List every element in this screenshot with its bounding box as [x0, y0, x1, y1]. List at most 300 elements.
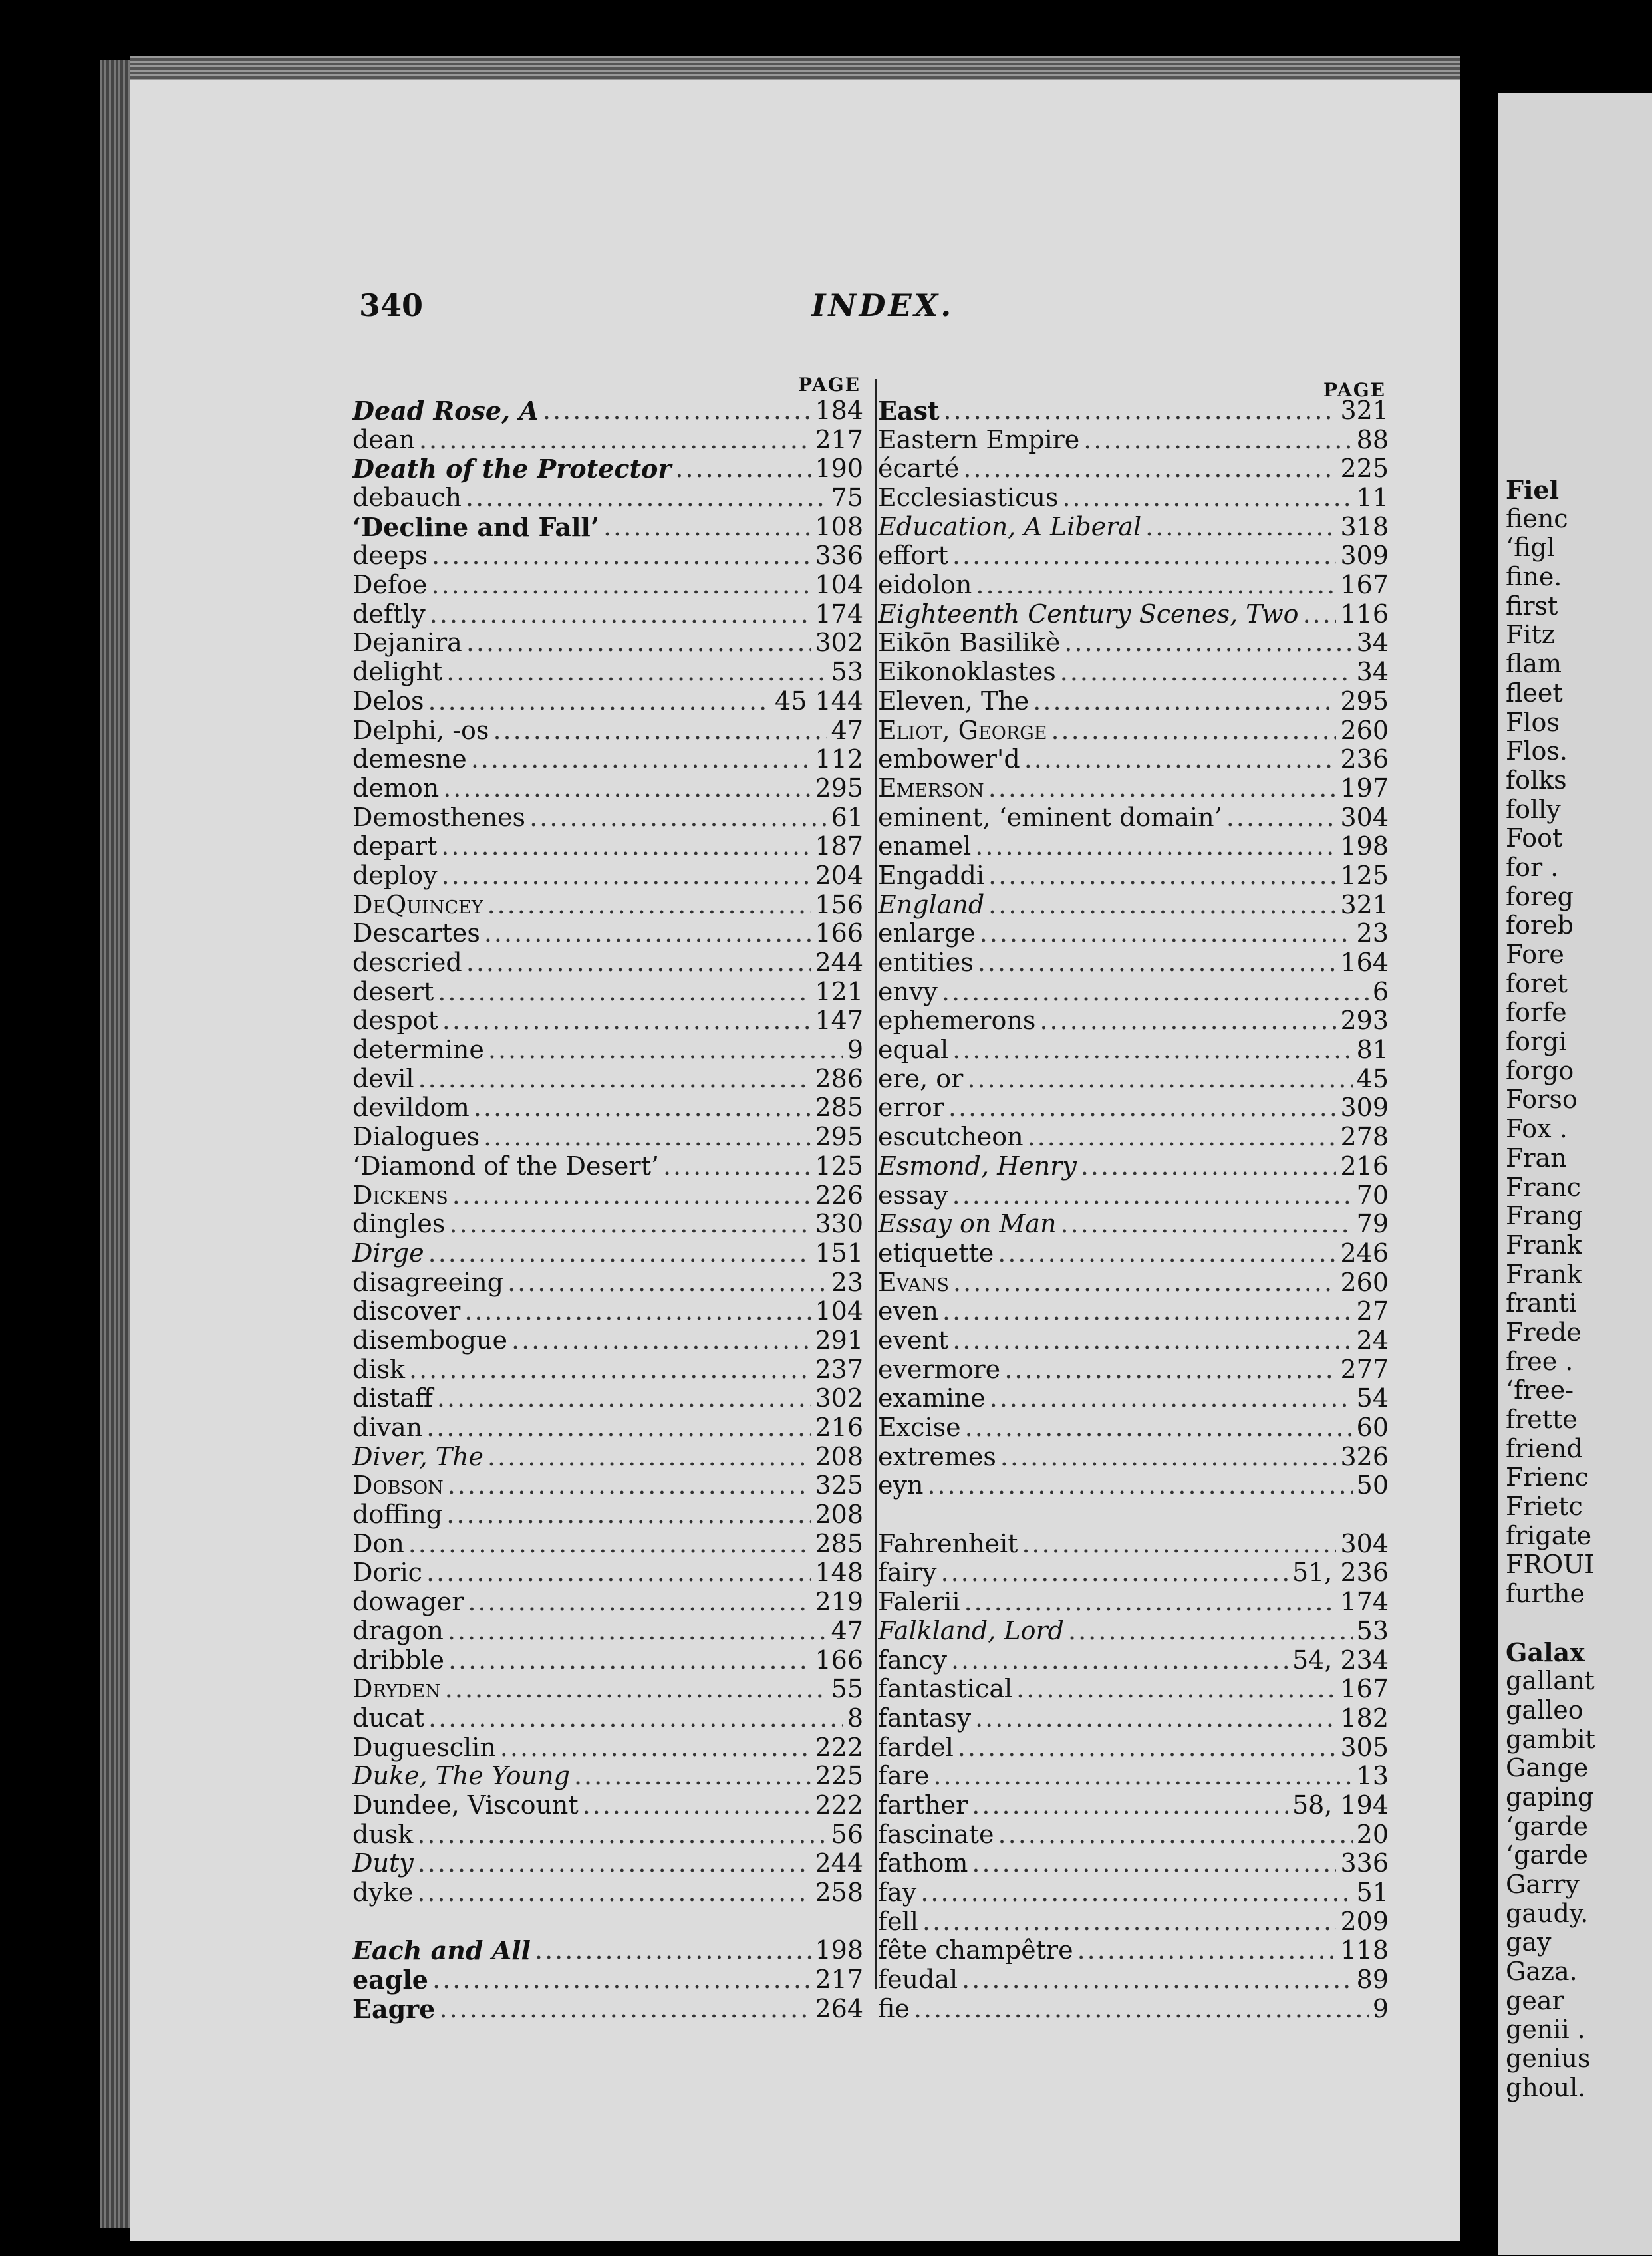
index-entry [878, 1849, 1389, 1878]
facing-page-word: Franc [1506, 1172, 1581, 1202]
index-entry [878, 513, 1389, 542]
dot-leader [428, 1704, 843, 1733]
dot-leader [1060, 1210, 1352, 1239]
index-entry [878, 1646, 1389, 1675]
index-term: Delos [352, 686, 424, 716]
index-entry [352, 629, 863, 658]
index-page-ref: 217 [815, 1965, 863, 1995]
index-page-ref: 222 [815, 1791, 863, 1820]
dot-leader [1000, 1443, 1337, 1472]
index-page-ref: 304 [1340, 803, 1389, 832]
index-entry [878, 658, 1389, 687]
index-term: East [878, 396, 940, 426]
dot-leader [951, 1646, 1288, 1675]
page-title: INDEX. [811, 287, 954, 323]
index-page-ref: 166 [815, 1645, 863, 1675]
index-page-ref: 9 [1372, 1994, 1389, 2023]
index-page-ref: 47 [831, 1616, 863, 1645]
index-entry [352, 687, 863, 716]
index-page-ref: 47 [831, 716, 863, 745]
dot-leader [449, 1210, 811, 1239]
index-entry [878, 541, 1389, 571]
index-term: Defoe [352, 571, 428, 600]
index-entry [352, 745, 863, 774]
index-entry [352, 1355, 863, 1385]
index-page-ref: 167 [1340, 1675, 1389, 1704]
index-term: écarté [878, 454, 960, 484]
index-term: England [878, 890, 985, 919]
index-entry [878, 426, 1389, 455]
facing-page-word: frette [1506, 1405, 1578, 1434]
index-page-ref: 51 [1356, 1878, 1389, 1907]
index-term: dusk [352, 1820, 414, 1849]
index-entry [878, 1181, 1389, 1210]
dot-leader [927, 1471, 1352, 1500]
facing-page-word: genii . [1506, 2015, 1585, 2044]
facing-page-word: Fran [1506, 1143, 1567, 1173]
index-entry [352, 1471, 863, 1500]
dot-leader [583, 1791, 811, 1820]
dot-leader [426, 1413, 811, 1443]
dot-leader [442, 1006, 811, 1036]
index-entry [352, 1326, 863, 1355]
facing-page-word: forgo [1506, 1056, 1574, 1085]
index-page-ref: 293 [1340, 1006, 1389, 1036]
dot-leader [952, 1326, 1352, 1355]
dot-leader [1064, 629, 1352, 658]
index-term: ‘Diamond of the Desert’ [352, 1151, 659, 1181]
dot-leader [958, 1733, 1337, 1762]
index-entry [878, 1297, 1389, 1326]
index-entry [878, 1995, 1389, 2024]
index-entry [878, 1675, 1389, 1704]
index-entry [352, 1936, 863, 1965]
dot-leader [920, 1878, 1352, 1907]
index-entry [878, 1326, 1389, 1355]
index-page-ref: 27 [1356, 1297, 1389, 1326]
index-page-ref: 45 [1356, 1064, 1389, 1093]
facing-page-word: for . [1506, 852, 1559, 882]
index-page-ref: 50 [1356, 1471, 1389, 1500]
index-term: Falerii [878, 1588, 960, 1617]
dot-leader [483, 1123, 811, 1152]
facing-page-word: ‘garde [1506, 1811, 1589, 1841]
dot-leader [948, 1094, 1337, 1123]
index-term: enamel [878, 832, 972, 861]
dot-leader [574, 1762, 811, 1791]
dot-leader [603, 513, 811, 542]
dot-leader [408, 1530, 811, 1559]
dot-leader [448, 1617, 827, 1646]
index-page-ref: 208 [815, 1442, 863, 1471]
index-term: farther [878, 1791, 968, 1820]
index-term: Descartes [352, 919, 480, 948]
index-term: disembogue [352, 1326, 507, 1355]
index-page-ref: 54 [1356, 1384, 1389, 1413]
index-term: Dejanira [352, 629, 462, 658]
index-term: Doric [352, 1558, 422, 1588]
facing-page-word: fleet [1506, 678, 1563, 708]
index-term: fête champêtre [878, 1936, 1073, 1965]
index-entry [352, 1210, 863, 1239]
facing-page-word: Flos [1506, 707, 1560, 737]
index-term: demesne [352, 745, 467, 774]
index-page-ref: 147 [815, 1006, 863, 1036]
index-page-ref: 45 144 [775, 686, 863, 716]
index-page-ref: 34 [1356, 658, 1389, 687]
index-term: Death of the Protector [352, 454, 672, 484]
index-term: Falkland, Lord [878, 1616, 1064, 1645]
index-page-ref: 55 [831, 1675, 863, 1704]
index-page-ref: 60 [1356, 1413, 1389, 1443]
index-term: Essay on Man [878, 1210, 1057, 1239]
dot-leader [1068, 1617, 1353, 1646]
index-term: Eighteenth Century Scenes, Two [878, 599, 1299, 629]
index-entry [878, 629, 1389, 658]
index-entry [352, 1995, 863, 2024]
index-entry [878, 861, 1389, 891]
facing-page-word: first [1506, 591, 1558, 621]
facing-page-word: Forso [1506, 1085, 1578, 1115]
index-term: entities [878, 948, 974, 978]
index-page-ref: 204 [815, 861, 863, 890]
page-column-label-left: PAGE [798, 374, 861, 396]
index-page-ref: 295 [815, 1123, 863, 1152]
dot-leader [1004, 1355, 1336, 1385]
index-page-ref: 321 [1340, 890, 1389, 919]
index-term: envy [878, 977, 938, 1006]
index-term: debauch [352, 484, 462, 513]
column-divider [875, 379, 877, 1989]
index-entry [352, 774, 863, 803]
index-term: evermore [878, 1355, 1001, 1384]
dot-leader [942, 1297, 1353, 1326]
dot-leader [445, 1675, 827, 1704]
index-entry [878, 1443, 1389, 1472]
facing-page-word: galleo [1506, 1695, 1583, 1725]
index-term: devil [352, 1064, 414, 1093]
facing-page-word: Gaza. [1506, 1957, 1578, 1987]
index-term: discover [352, 1297, 461, 1326]
index-page-ref: 236 [1340, 745, 1389, 774]
index-page-ref: 225 [815, 1762, 863, 1791]
index-term: Dead Rose, A [352, 396, 539, 426]
index-term: determine [352, 1036, 484, 1065]
index-term: essay [878, 1181, 948, 1210]
facing-page-word: genius [1506, 2044, 1591, 2074]
index-term: Emerson [878, 774, 984, 803]
index-term: etiquette [878, 1238, 994, 1268]
dot-leader [1060, 658, 1353, 687]
dot-leader [466, 484, 827, 513]
dot-leader [952, 1036, 1353, 1065]
index-page-ref: 148 [815, 1558, 863, 1588]
index-entry [352, 832, 863, 861]
dot-leader [409, 1355, 811, 1385]
index-term: ere, or [878, 1064, 964, 1093]
dot-leader [443, 774, 811, 803]
index-page-ref: 34 [1356, 629, 1389, 658]
index-term: ephemerons [878, 1006, 1036, 1036]
index-entry [352, 1704, 863, 1733]
facing-page-word: ghoul. [1506, 2072, 1586, 2102]
facing-page-word: Frede [1506, 1317, 1582, 1347]
index-entry [878, 1268, 1389, 1298]
facing-page-word: ‘garde [1506, 1840, 1589, 1870]
page-column-label-right: PAGE [1323, 379, 1386, 401]
dot-leader [446, 1500, 811, 1530]
index-term: Esmond, Henry [878, 1151, 1077, 1181]
index-page-ref: 112 [815, 745, 863, 774]
index-page-ref: 167 [1340, 571, 1389, 600]
index-term: disagreeing [352, 1268, 504, 1297]
dot-leader [448, 1471, 811, 1500]
dot-leader [1039, 1006, 1336, 1036]
index-term: error [878, 1093, 944, 1123]
index-page-ref: 244 [815, 1849, 863, 1878]
index-page-ref: 24 [1356, 1326, 1389, 1355]
index-entry [352, 1849, 863, 1878]
index-term: Fahrenheit [878, 1529, 1018, 1558]
index-term: distaff [352, 1384, 433, 1413]
index-entry [352, 1588, 863, 1617]
index-entry [878, 919, 1389, 948]
dot-leader [1016, 1675, 1336, 1704]
index-entry [352, 1065, 863, 1094]
facing-page [1498, 93, 1652, 2255]
index-entry [878, 1733, 1389, 1762]
facing-page-word: foreb [1506, 911, 1574, 940]
dot-leader [1145, 513, 1336, 542]
index-page-ref: 309 [1340, 1093, 1389, 1123]
dot-leader [964, 1588, 1337, 1617]
index-column-left [352, 396, 863, 2024]
index-term: fare [878, 1762, 930, 1791]
index-page-ref: 226 [815, 1181, 863, 1210]
index-page-ref: 104 [815, 571, 863, 600]
index-term: despot [352, 1006, 438, 1036]
index-entry [352, 948, 863, 978]
index-page-ref: 53 [1356, 1616, 1389, 1645]
facing-page-word: fienc [1506, 503, 1568, 533]
index-page-ref: 222 [815, 1733, 863, 1762]
dot-leader [466, 629, 811, 658]
index-term: Don [352, 1529, 404, 1558]
index-entry [352, 1413, 863, 1443]
facing-page-word: Frang [1506, 1201, 1583, 1231]
dot-leader [1077, 1936, 1337, 1965]
dot-leader [1303, 600, 1337, 629]
index-entry [878, 1094, 1389, 1123]
index-page-ref: 125 [815, 1151, 863, 1181]
index-term: fardel [878, 1733, 954, 1762]
index-page-ref: 184 [815, 396, 863, 425]
dot-leader [1024, 745, 1337, 774]
facing-page-word: Fox . [1506, 1114, 1568, 1144]
index-entry [352, 1268, 863, 1298]
index-entry [878, 1559, 1389, 1588]
facing-page-word: franti [1506, 1288, 1577, 1318]
facing-page-word: gaping [1506, 1782, 1594, 1812]
index-entry [352, 1530, 863, 1559]
index-entry [352, 1791, 863, 1820]
index-entry [878, 1500, 1389, 1530]
index-page-ref: 208 [815, 1500, 863, 1530]
facing-page-word: free . [1506, 1346, 1574, 1376]
index-entry [352, 1094, 863, 1123]
index-term: Excise [878, 1413, 961, 1443]
index-page-ref: 291 [815, 1326, 863, 1355]
index-entry [878, 1006, 1389, 1036]
index-entry [878, 1152, 1389, 1181]
index-term: Eleven, The [878, 686, 1030, 716]
dot-leader [1083, 426, 1352, 455]
dot-leader [432, 1965, 811, 1995]
index-entry [352, 426, 863, 455]
facing-page-word: Frank [1506, 1230, 1582, 1260]
index-entry [352, 1559, 863, 1588]
dot-leader [507, 1268, 827, 1298]
index-term: dowager [352, 1588, 464, 1617]
index-page-ref: 258 [815, 1878, 863, 1907]
index-entry [352, 1878, 863, 1907]
dot-leader [468, 1588, 811, 1617]
facing-page-word: foret [1506, 968, 1568, 998]
index-entry [878, 1065, 1389, 1094]
index-term: escutcheon [878, 1123, 1024, 1152]
dot-leader [500, 1733, 811, 1762]
dot-leader [418, 1065, 811, 1094]
index-column-right [878, 396, 1389, 2024]
dot-leader [942, 978, 1369, 1007]
dot-leader [535, 1936, 811, 1965]
index-term: fay [878, 1878, 917, 1907]
index-term: desert [352, 977, 434, 1006]
index-term: dragon [352, 1616, 444, 1645]
index-page-ref: 6 [1372, 977, 1389, 1006]
index-entry [878, 1588, 1389, 1617]
index-page-ref: 8 [847, 1703, 863, 1733]
index-page-ref: 156 [815, 890, 863, 919]
index-entry [878, 1820, 1389, 1850]
index-term: Dickens [352, 1181, 448, 1210]
index-entry [878, 1936, 1389, 1965]
index-term: Dobson [352, 1471, 444, 1500]
index-term: fascinate [878, 1820, 994, 1849]
index-entry [352, 891, 863, 920]
index-term: Diver, The [352, 1442, 484, 1471]
dot-leader [675, 454, 811, 484]
index-page-ref: 88 [1356, 425, 1389, 454]
index-term: divan [352, 1413, 423, 1443]
index-page-ref: 197 [1340, 774, 1389, 803]
index-entry [352, 803, 863, 833]
index-term: fie [878, 1994, 910, 2023]
index-entry [352, 1384, 863, 1413]
index-entry [352, 1500, 863, 1530]
index-entry [352, 1965, 863, 1995]
index-page-ref: 225 [1340, 454, 1389, 484]
index-term: doffing [352, 1500, 443, 1530]
index-entry [352, 1443, 863, 1472]
facing-page-word: Fitz [1506, 620, 1555, 650]
facing-page-word: fine. [1506, 562, 1562, 592]
dot-leader [471, 745, 811, 774]
facing-page-word: Fore [1506, 940, 1564, 969]
index-entry [878, 454, 1389, 484]
facing-page-word: Frienc [1506, 1463, 1589, 1492]
index-term: dingles [352, 1210, 446, 1239]
index-page-ref: 51, 236 [1292, 1558, 1389, 1588]
index-entry [878, 716, 1389, 746]
index-term: Eliot, George [878, 716, 1047, 745]
index-page-ref: 9 [847, 1036, 863, 1065]
index-entry [352, 861, 863, 891]
index-entry [878, 484, 1389, 513]
facing-page-word: forgi [1506, 1027, 1567, 1057]
dot-leader [944, 396, 1337, 426]
dot-leader [437, 1384, 811, 1413]
facing-page-word: gay [1506, 1927, 1552, 1957]
index-entry [352, 1646, 863, 1675]
facing-page-fragments [1506, 476, 1595, 2103]
index-term: Evans [878, 1268, 950, 1297]
index-term: Eikonoklastes [878, 658, 1056, 687]
dot-leader [488, 1036, 843, 1065]
dot-leader [998, 1239, 1336, 1268]
index-entry [352, 1907, 863, 1937]
index-page-ref: 190 [815, 454, 863, 484]
index-page-ref: 336 [815, 541, 863, 571]
index-page-ref: 61 [831, 803, 863, 832]
index-page-ref: 326 [1340, 1442, 1389, 1471]
index-page-ref: 11 [1356, 484, 1389, 513]
index-term: Eikōn Basilikè [878, 629, 1061, 658]
index-term: demon [352, 774, 440, 803]
index-entry [352, 1006, 863, 1036]
index-page-ref: 321 [1340, 396, 1389, 425]
index-page-ref: 81 [1356, 1036, 1389, 1065]
dot-leader [963, 454, 1336, 484]
facing-page-word: ‘free- [1506, 1375, 1574, 1405]
dot-leader [975, 1704, 1336, 1733]
dot-leader [972, 1791, 1288, 1820]
index-page-ref: 164 [1340, 948, 1389, 978]
index-entry [878, 1413, 1389, 1443]
dot-leader [418, 1849, 811, 1878]
index-page-ref: 108 [815, 512, 863, 541]
facing-page-word: Frank [1506, 1259, 1582, 1289]
index-entry [878, 571, 1389, 600]
index-entry [878, 687, 1389, 716]
index-page-ref: 286 [815, 1064, 863, 1093]
dot-leader [419, 426, 811, 455]
dot-leader [1028, 1123, 1337, 1152]
facing-page-word: Garry [1506, 1870, 1580, 1899]
index-term: Duke, The Young [352, 1762, 570, 1791]
dot-leader [441, 832, 811, 861]
index-page-ref: 182 [1340, 1703, 1389, 1733]
index-term: Eastern Empire [878, 425, 1080, 454]
index-entry [878, 1530, 1389, 1559]
index-entry [878, 1210, 1389, 1239]
dot-leader [965, 1413, 1353, 1443]
facing-page-word: gambit [1506, 1724, 1595, 1754]
index-term: fantastical [878, 1675, 1013, 1704]
index-page-ref: 166 [815, 919, 863, 948]
index-term: extremes [878, 1442, 996, 1471]
index-term: ‘Decline and Fall’ [352, 512, 600, 542]
